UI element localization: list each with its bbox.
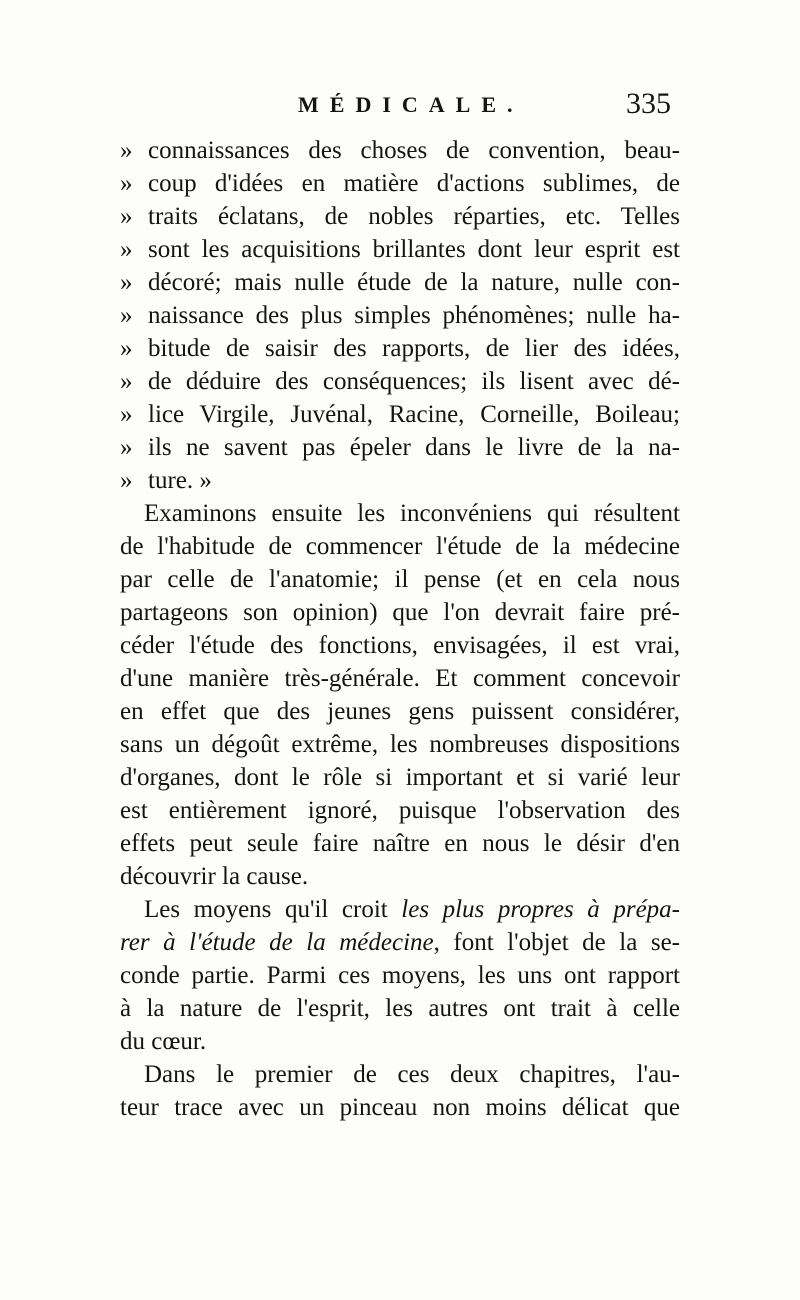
quote-line-text: connaissances des choses de convention, beau-	[148, 137, 680, 164]
quote-line-text: ils ne savent pas épeler dans le livre de la na-	[148, 434, 680, 461]
paragraph-line: effets peut seule faire naître en nous le désir d'en	[120, 830, 680, 857]
guillemet-mark: »	[120, 401, 133, 428]
paragraph-line: en effet que des jeunes gens puissent considérer,	[120, 698, 680, 725]
paragraph-line: d'organes, dont le rôle si important et si varié leur	[120, 764, 680, 791]
guillemet-mark: »	[120, 335, 133, 362]
quote-line-text: traits éclatans, de nobles réparties, etc. Telles	[148, 203, 680, 230]
paragraph-line	[120, 926, 680, 959]
quote-line	[120, 266, 680, 299]
paragraph-line: à la nature de l'esprit, les autres ont trait à celle	[120, 995, 680, 1022]
guillemet-mark: »	[120, 434, 133, 461]
quote-line	[120, 233, 680, 266]
quote-line	[120, 464, 680, 497]
guillemet-mark: »	[120, 368, 133, 395]
quote-line	[120, 431, 680, 464]
running-head	[0, 87, 800, 124]
running-title: MÉDICALE.	[298, 92, 524, 117]
quote-line-text: coup d'idées en matière d'actions sublimes, de	[148, 170, 680, 197]
guillemet-mark: »	[120, 302, 133, 329]
paragraph-text: , font l'objet de la se-	[433, 929, 681, 956]
paragraph-line: par celle de l'anatomie; il pense (et en cela nous	[120, 566, 680, 593]
italic-title-text: les plus propres à prépa-	[401, 896, 681, 923]
quote-line	[120, 200, 680, 233]
paragraph-line: découvrir la cause.	[120, 863, 309, 890]
page-number: 335	[626, 87, 671, 120]
guillemet-mark: »	[120, 203, 133, 230]
quote-line-text: lice Virgile, Juvénal, Racine, Corneille, Boileau;	[148, 401, 680, 428]
paragraph-line: céder l'étude des fonctions, envisagées, il est vrai,	[120, 632, 680, 659]
quote-line	[120, 167, 680, 200]
italic-title-text: rer à l'étude de la médecine	[120, 929, 434, 956]
paragraph-line: est entièrement ignoré, puisque l'observation des	[120, 797, 680, 824]
paragraph-line: de l'habitude de commencer l'étude de la médecine	[120, 533, 680, 560]
quote-line-text: décoré; mais nulle étude de la nature, nulle con-	[148, 269, 680, 296]
quote-line-text: ture. »	[148, 467, 212, 494]
quote-line	[120, 398, 680, 431]
quote-line	[120, 365, 680, 398]
paragraph-premier-chapitre	[120, 1058, 680, 1124]
paragraph-inconveniens	[120, 497, 680, 893]
guillemet-mark: »	[120, 467, 133, 494]
quote-line-text: naissance des plus simples phénomènes; nulle ha-	[148, 302, 680, 329]
guillemet-mark: »	[120, 269, 133, 296]
body-text	[120, 134, 680, 1124]
guillemet-mark: »	[120, 236, 133, 263]
paragraph-line: du cœur.	[120, 1028, 207, 1055]
paragraph-text: Les moyens qu'il croit	[144, 896, 402, 923]
guillemet-mark: »	[120, 170, 133, 197]
paragraph-line: teur trace avec un pinceau non moins délicat que	[120, 1094, 680, 1121]
paragraph-moyens	[120, 893, 680, 1058]
quote-line	[120, 299, 680, 332]
quote-line-text: de déduire des conséquences; ils lisent avec dé-	[148, 368, 680, 395]
paragraph-line: partageons son opinion) que l'on devrait faire pré-	[120, 599, 680, 626]
quote-line-text: sont les acquisitions brillantes dont leur esprit est	[148, 236, 680, 263]
paragraph-line: Examinons ensuite les inconvéniens qui résultent	[144, 500, 680, 527]
paragraph-line: sans un dégoût extrême, les nombreuses dispositions	[120, 731, 680, 758]
paragraph-line: d'une manière très-générale. Et comment concevoir	[120, 665, 680, 692]
quote-line	[120, 332, 680, 365]
quote-line	[120, 134, 680, 167]
paragraph-line	[120, 893, 680, 926]
guillemet-mark: »	[120, 137, 133, 164]
quote-line-text: bitude de saisir des rapports, de lier des idées,	[148, 335, 680, 362]
paragraph-line: conde partie. Parmi ces moyens, les uns ont rapport	[120, 962, 680, 989]
quotation-block	[120, 134, 680, 497]
paragraph-line: Dans le premier de ces deux chapitres, l'au-	[144, 1061, 680, 1088]
